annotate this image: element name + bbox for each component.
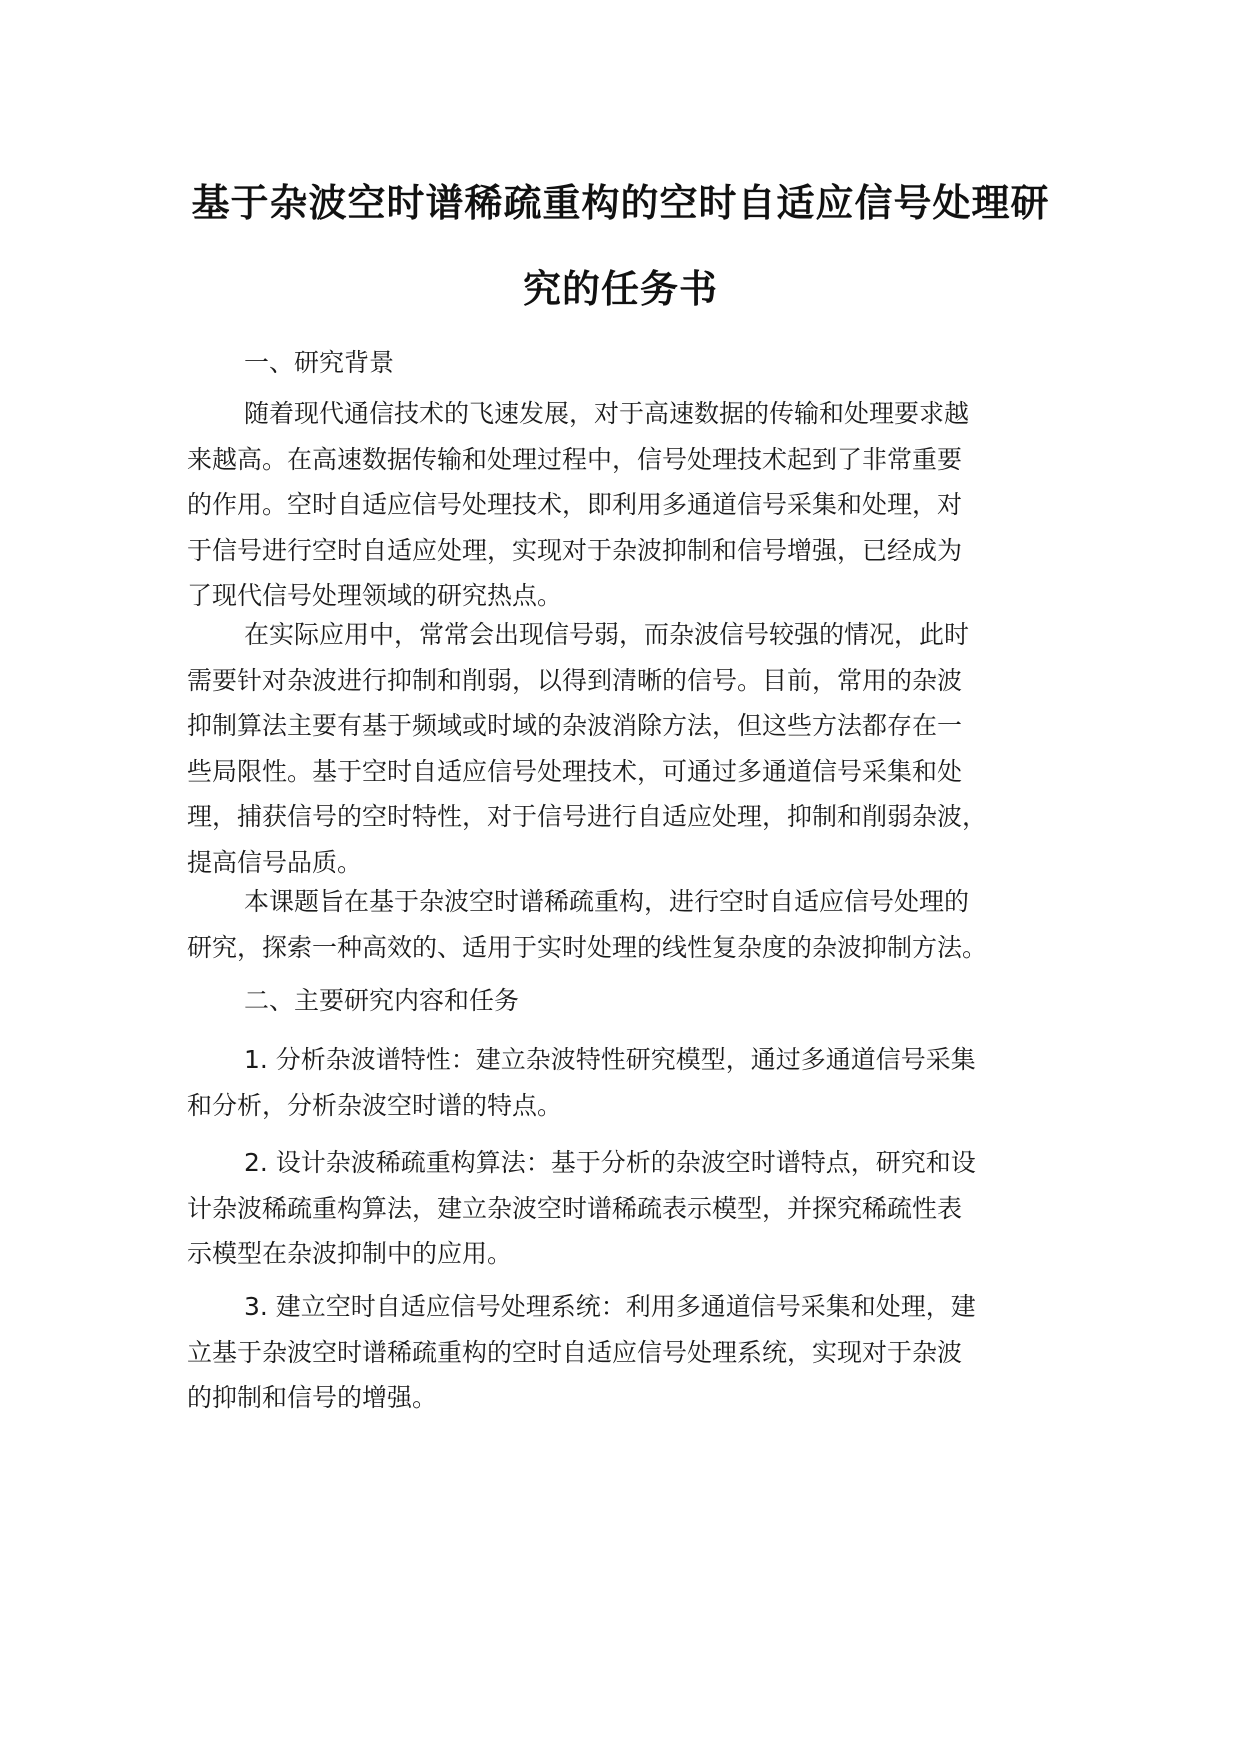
section-heading-background: 一、研究背景	[244, 348, 395, 377]
paragraph-line: 提高信号品质。	[187, 847, 363, 877]
task-item-line: 2. 设计杂波稀疏重构算法：基于分析的杂波空时谱特点，研究和设	[244, 1148, 976, 1177]
paragraph-line: 些局限性。基于空时自适应信号处理技术，可通过多通道信号采集和处	[187, 756, 963, 786]
document-title-line-2: 究的任务书	[522, 267, 718, 311]
paragraph-line: 本课题旨在基于杂波空时谱稀疏重构，进行空时自适应信号处理的	[244, 887, 970, 916]
paragraph-line: 研究，探索一种高效的、适用于实时处理的线性复杂度的杂波抑制方法。	[187, 932, 988, 962]
paragraph-line: 在实际应用中，常常会出现信号弱，而杂波信号较强的情况，此时	[244, 620, 970, 649]
task-item-line: 立基于杂波空时谱稀疏重构的空时自适应信号处理系统，实现对于杂波	[187, 1337, 963, 1367]
task-item-line: 示模型在杂波抑制中的应用。	[187, 1239, 513, 1268]
task-item-line: 1. 分析杂波谱特性：建立杂波特性研究模型，通过多通道信号采集	[244, 1045, 976, 1074]
task-item-3	[187, 1284, 1077, 1421]
paragraph-line: 需要针对杂波进行抑制和削弱，以得到清晰的信号。目前，常用的杂波	[187, 665, 963, 695]
paragraph-line: 随着现代通信技术的飞速发展，对于高速数据的传输和处理要求越	[244, 399, 970, 428]
paragraph-line: 来越高。在高速数据传输和处理过程中，信号处理技术起到了非常重要	[187, 444, 963, 474]
task-item-line: 和分析，分析杂波空时谱的特点。	[187, 1090, 563, 1120]
paragraph	[187, 612, 1077, 885]
task-item-line: 3. 建立空时自适应信号处理系统：利用多通道信号采集和处理，建	[244, 1292, 976, 1321]
paragraph-line: 于信号进行空时自适应处理，实现对于杂波抑制和信号增强，已经成为	[187, 535, 963, 565]
paragraph	[187, 391, 1077, 619]
task-item-1	[187, 1037, 1077, 1128]
paragraph-line: 理，捕获信号的空时特性，对于信号进行自适应处理，抑制和削弱杂波，	[187, 802, 988, 831]
section-heading-tasks: 二、主要研究内容和任务	[244, 986, 520, 1015]
task-item-line: 的抑制和信号的增强。	[187, 1383, 438, 1412]
document-title-line-1: 基于杂波空时谱稀疏重构的空时自适应信号处理研	[191, 181, 1050, 225]
task-item-line: 计杂波稀疏重构算法，建立杂波空时谱稀疏表示模型，并探究稀疏性表	[187, 1193, 963, 1223]
task-item-2	[187, 1140, 1077, 1277]
paragraph	[187, 879, 1077, 970]
paragraph-line: 抑制算法主要有基于频域或时域的杂波消除方法，但这些方法都存在一	[187, 711, 963, 740]
paragraph-line: 了现代信号处理领域的研究热点。	[187, 581, 563, 610]
paragraph-line: 的作用。空时自适应信号处理技术，即利用多通道信号采集和处理，对	[187, 490, 963, 519]
